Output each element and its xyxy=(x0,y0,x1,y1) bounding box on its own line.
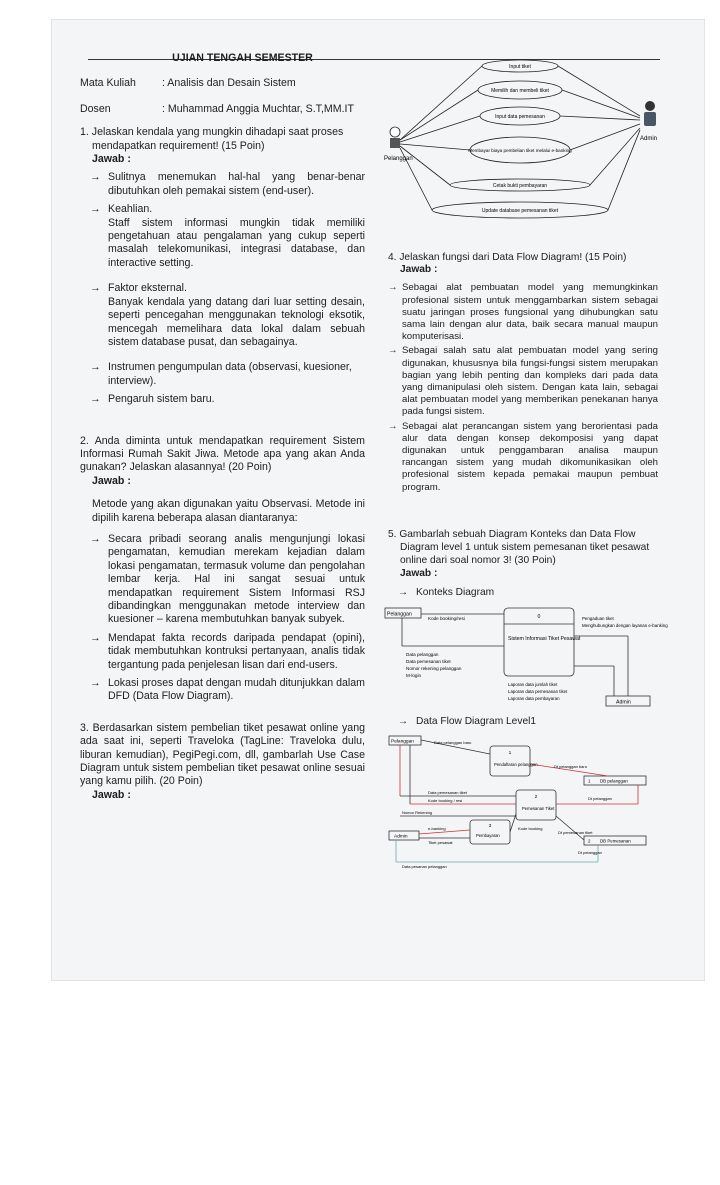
question-4 xyxy=(388,252,658,494)
process-label: Pendaftaran pelanggan xyxy=(494,762,538,767)
entity-label: Admin xyxy=(394,834,408,840)
flow-label: Data pemesanan tiket xyxy=(406,659,451,664)
list-item: → Sebagai alat pembuatan model yang memungkinkan profesional sistem untuk menggambarkan sistem sebagai suatu jaringan proses fungsional yang dihubungkan satu sama lain dengan alur data, baik secara manual maupun komputerisasi. xyxy=(388,282,658,343)
use-case-label: Input data pemesanan xyxy=(495,114,545,120)
process-number: 2 xyxy=(534,795,538,800)
keahlian-detail: Staff sistem informasi mungkin tidak memiliki pengetahuan atau pengalaman yang cukup seperti masalah telekomunikasi, integrasi database, dan interactive setting. xyxy=(108,216,365,269)
left-column xyxy=(80,52,365,802)
datastore-number: 2 xyxy=(588,838,591,844)
question-5 xyxy=(388,528,658,599)
q2-jawab: Jawab : xyxy=(92,474,131,487)
meta-value: : Analisis dan Desain Sistem xyxy=(162,77,296,90)
arrow-icon: → xyxy=(388,420,398,432)
actor-label: Pelanggan xyxy=(384,156,413,162)
meta-value: : Muhammad Anggia Muchtar, S.T,MM.IT xyxy=(162,102,354,115)
flow-label: Data pemesanan tiket xyxy=(428,790,467,795)
flow-label: Dt pelanggan xyxy=(588,796,612,801)
process-label: Pemesanan Tiket xyxy=(522,806,555,811)
flow-label: Laporan data jumlah tiket xyxy=(508,682,558,687)
list-item: → Mendapat fakta records daripada pendapat (opini), tidak membutuhkan kontruksi pertanyaan, analis tidak tergantung pada penjelesan lisan dari end-users. xyxy=(90,631,365,671)
user-icon xyxy=(390,127,400,137)
q5-text: 5. Gambarlah sebuah Diagram Konteks dan Data Flow Diagram level 1 untuk sistem pemesanan tiket pesawat online dari soal nomor 3! (30 Poin) xyxy=(388,529,650,566)
flow-label: Nomor Rekening xyxy=(402,810,433,815)
process-label: Sistem Informasi Tiket Pesawat xyxy=(508,636,581,642)
actor-label: Admin xyxy=(640,136,658,142)
arrow-icon: → xyxy=(90,631,101,644)
question-3 xyxy=(80,722,365,802)
flow-label: M-login xyxy=(406,673,422,678)
flow-label: Laporan data pembayaran xyxy=(508,696,560,701)
entity-label: Pelanggan xyxy=(391,739,414,745)
flow-label: Data pelanggan xyxy=(406,652,439,657)
datastore-label: DB Pemesanan xyxy=(600,838,631,844)
process-number: 0 xyxy=(537,614,541,620)
question-1 xyxy=(80,126,365,406)
q5-jawab: Jawab : xyxy=(400,568,438,579)
meta-course xyxy=(80,77,365,90)
datastore-label: DB pelanggan xyxy=(600,778,628,784)
list-item: → Instrumen pengumpulan data (observasi, kuesioner, interview). xyxy=(90,361,352,387)
context-diagram xyxy=(384,606,668,710)
flow-label: Kode booking / resi xyxy=(428,798,463,803)
q4-text: 4. Jelaskan fungsi dari Data Flow Diagram! (15 Poin) xyxy=(388,252,627,263)
list-item: → Sebagai alat perancangan sistem yang berorientasi pada alur data dengan konsep dekomposisi yang dapat digunakan untuk penggambaran analisa maupun rancangan sistem yang mudah dikomunikasikan oleh profesional sistem kepada pemakai maupun pembuat program. xyxy=(388,420,658,493)
arrow-icon: → xyxy=(90,282,101,295)
arrow-icon: → xyxy=(90,203,101,216)
question-2 xyxy=(80,435,365,704)
q3-jawab: Jawab : xyxy=(92,788,131,801)
dfd-heading xyxy=(388,716,658,728)
use-case-label: Input tiket xyxy=(509,64,531,70)
process-label: Pembayaran xyxy=(476,833,500,838)
meta-key: Dosen xyxy=(80,102,111,115)
q1-number: 1. xyxy=(80,126,89,139)
q4-jawab: Jawab : xyxy=(400,264,438,276)
use-case-diagram xyxy=(382,50,682,230)
q2-intro: Metode yang akan digunakan yaitu Observasi. Metode ini dipilih karena beberapa alasan diantaranya: xyxy=(92,498,365,524)
arrow-icon: → xyxy=(90,171,101,184)
use-case-label: Membayar biaya pembelian tiket melalui e-banking xyxy=(468,148,572,153)
list-item: → Sulitnya menemukan hal-hal yang benar-benar dibutuhkan oleh pemakai sistem (end-user). xyxy=(90,171,365,197)
arrow-icon: → xyxy=(388,282,398,294)
q2-text: 2. Anda diminta untuk mendapatkan requirement Sistem Informasi Rumah Sakit Jiwa. Metode apa yang akan Anda gunakan? Jelaskan alasannya! (20 Poin) xyxy=(80,434,365,474)
arrow-icon: → xyxy=(398,716,409,727)
use-case-label: Memilih dan membeli tiket xyxy=(491,88,549,94)
flow-label: Kode booking/resi xyxy=(428,616,465,621)
entity-label: Admin xyxy=(616,699,631,706)
arrow-icon: → xyxy=(90,361,101,374)
flow-label: Dt pelanggan baru xyxy=(554,764,587,769)
list-item: → Pengaruh sistem baru. xyxy=(90,393,215,406)
flow-label: Nomor rekening pelanggan xyxy=(406,666,462,671)
flow-label: Data pesanan pelanggan xyxy=(402,864,447,869)
flow-label: e-banking xyxy=(428,826,446,831)
flow-label: Dt pelanggan xyxy=(578,850,602,855)
process-number: 3 xyxy=(488,824,492,829)
arrow-icon: → xyxy=(398,587,409,598)
arrow-icon: → xyxy=(90,677,101,690)
flow-label: Data pelanggan baru xyxy=(434,740,472,745)
list-item: → Secara pribadi seorang analis mengunjungi lokasi pengamatan, kemudian merekam kejadian dalam lokasi pengamatan, termasuk volume dan pengolahan lembar kerja. Hal ini sangat sesuai untuk mendapatkan requirement Sistem Informasi RSJ dibandingkan menggunakan metode interview dan kuesioner – karena membutuhkan banyak subyek. xyxy=(90,532,365,626)
user-icon xyxy=(390,138,400,148)
process-number: 1 xyxy=(508,751,512,756)
flow-label: Dt pemesanan tiket xyxy=(558,830,593,835)
entity-label: Pelanggan xyxy=(387,611,412,618)
q1-text: Jelaskan kendala yang mungkin dihadapi saat proses mendapatkan requirement! (15 Poin) xyxy=(91,126,344,152)
dfd-level1-diagram xyxy=(388,734,662,870)
meta-key: Mata Kuliah xyxy=(80,77,136,90)
flow-label: Tiket pesawat xyxy=(428,840,453,845)
list-item xyxy=(388,586,658,599)
arrow-icon: → xyxy=(388,345,398,357)
datastore-number: 1 xyxy=(588,778,591,784)
admin-icon xyxy=(644,112,656,126)
arrow-icon: → xyxy=(90,393,101,406)
q1-jawab: Jawab : xyxy=(92,153,131,166)
use-case-label: Update database pemesanan tiket xyxy=(481,208,559,214)
list-item: → Faktor eksternal. xyxy=(90,282,187,295)
meta-lecturer xyxy=(80,103,365,116)
flow-label: Kode booking xyxy=(518,826,543,831)
flow-label: Menghubungkan dengan layanan e-banking xyxy=(582,623,668,628)
eksternal-detail: Banyak kendala yang datang dari luar setting desain, seperti pencegahan menggunakan teknologi eksotik, mencegah memelihara data lokal dalam sebuah sistem database pusat, dan sebagainya. xyxy=(108,295,365,348)
konteks-label: Konteks Diagram xyxy=(416,587,495,598)
dfd-label: Data Flow Diagram Level1 xyxy=(416,716,537,727)
q3-text: 3. Berdasarkan sistem pembelian tiket pesawat online yang ada saat ini, seperti Traveloka (TagLine: Traveloka dulu, liburan kemudian), PegiPegi.com, dll, gambarlah Use Case Diagram untuk sistem pembelian tiket pesawat online sesuai yang kamu pilih. (20 Poin) xyxy=(80,721,365,788)
flow-label: Pengaduan tiket xyxy=(582,616,614,621)
list-item: → Keahlian. xyxy=(90,203,153,216)
exam-title: UJIAN TENGAH SEMESTER xyxy=(172,52,313,64)
list-item: → Sebagai salah satu alat pembuatan model yang sering digunakan, khususnya bila fungsi-fungsi sistem merupakan bagian yang lebih penting dan kompleks dari pada data yang dimanipulasi oleh sistem. Dengan kata lain, sebagai alat pembuatan model yang memberikan penekanan hanya pada fungsi sistem. xyxy=(388,345,658,418)
use-case-label: Cetak bukti pembayaran xyxy=(492,183,548,189)
list-item: → Lokasi proses dapat dengan mudah ditunjukkan dalam DFD (Data Flow Diagram). xyxy=(90,677,365,703)
admin-icon xyxy=(645,101,655,111)
arrow-icon: → xyxy=(90,532,101,545)
flow-label: Laporan data pemesanan tiket xyxy=(508,689,568,694)
